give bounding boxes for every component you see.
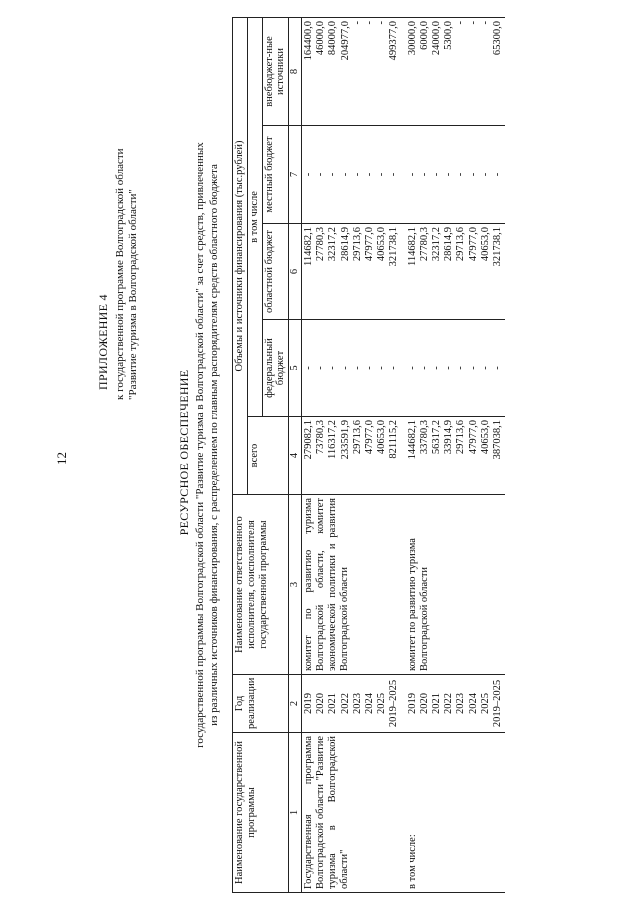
total-value: 387038,1: [491, 420, 503, 460]
regional-value: 29713,6: [351, 227, 363, 262]
federal-value: -: [406, 366, 418, 370]
document-subtitle: [194, 65, 222, 825]
table-row-group-committee: [406, 17, 506, 892]
extrabudget-value: 24000,0: [430, 20, 442, 56]
resource-table-wrapper: [232, 18, 505, 893]
regional-value: 40653,0: [479, 227, 491, 262]
federal-value: -: [315, 366, 327, 370]
regional-value: 114682,1: [303, 227, 315, 266]
header-program-name: Наименование государственной программы: [233, 733, 289, 893]
years-value: 2022: [339, 693, 351, 714]
federal-value: -: [430, 366, 442, 370]
years-value: 2019: [406, 693, 418, 714]
header-total: всего: [247, 417, 288, 495]
local-value: -: [327, 172, 339, 177]
column-number-7: 7: [289, 126, 302, 224]
extrabudget-value: -: [376, 20, 388, 25]
extrabudget-cell: [406, 17, 506, 125]
local-value: -: [303, 172, 315, 177]
federal-value: -: [479, 366, 491, 370]
regional-value: 28614,9: [339, 227, 351, 262]
extrabudget-value: -: [351, 20, 363, 25]
header-federal: федеральный бюджет: [262, 320, 289, 417]
extrabudget-value: -: [467, 20, 479, 25]
header-including: в том числе: [247, 17, 262, 416]
total-value: 40653,0: [376, 420, 388, 455]
federal-value: -: [339, 366, 351, 370]
extrabudget-value: 46000,0: [315, 20, 327, 56]
extrabudget-value: 84000,0: [327, 20, 339, 56]
column-number-3: 3: [289, 495, 302, 675]
local-value: -: [491, 172, 503, 177]
extrabudget-value: 65300,0: [491, 20, 503, 56]
regional-value: 114682,1: [406, 227, 418, 266]
federal-value: -: [418, 366, 430, 370]
federal-value: -: [455, 366, 467, 370]
federal-value: -: [351, 366, 363, 370]
header-executor: Наименование ответственного исполнителя, соисполнителя государственной программы: [233, 495, 289, 675]
federal-value: -: [364, 366, 375, 370]
extrabudget-cell: [302, 17, 402, 125]
extrabudget-value: 5300,0: [443, 20, 455, 50]
regional-cell: [406, 224, 506, 320]
years-value: 2020: [418, 693, 430, 714]
header-extrabudget: внебюджет-ные источники: [262, 17, 289, 125]
years-value: 2020: [315, 693, 327, 714]
years-value: 2023: [351, 693, 363, 714]
column-number-4: 4: [289, 417, 302, 495]
extrabudget-value: -: [479, 20, 491, 25]
extrabudget-value: 204977,0: [339, 20, 351, 61]
local-value: -: [418, 172, 430, 177]
total-value: 33914,9: [443, 420, 455, 455]
total-value: 73780,3: [315, 420, 327, 455]
federal-value: -: [443, 366, 455, 370]
federal-value: -: [376, 366, 388, 370]
appendix-reference-line2: "Развитие туризма в Волгоградской области": [127, 189, 140, 400]
executor-cell: комитет по развитию туризма Волгоградской области: [406, 495, 506, 675]
years-value: 2021: [327, 693, 339, 714]
total-value: 47977,0: [364, 420, 375, 455]
appendix-reference: [114, 70, 140, 400]
years-value: 2022: [443, 693, 455, 714]
years-value: 2019: [303, 693, 315, 714]
local-value: -: [406, 172, 418, 177]
total-value: 144682,1: [406, 420, 418, 460]
federal-value: -: [388, 366, 400, 370]
regional-cell: [302, 224, 402, 320]
document-title: РЕСУРСНОЕ ОБЕСПЕЧЕНИЕ: [177, 369, 191, 536]
total-value: 47977,0: [467, 420, 479, 455]
local-value: -: [430, 172, 442, 177]
table-row-group-program: [302, 17, 402, 892]
local-value: -: [364, 172, 375, 177]
years-value: 2025: [376, 693, 388, 714]
regional-value: 40653,0: [376, 227, 388, 262]
years-value: 2019–2025: [388, 679, 400, 728]
total-value: 29713,6: [455, 420, 467, 455]
total-value: 821115,2: [388, 420, 400, 459]
federal-value: -: [327, 366, 339, 370]
total-value: 233591,9: [339, 420, 351, 460]
header-regional: областной бюджет: [262, 224, 289, 320]
local-value: -: [388, 172, 400, 177]
regional-value: 27780,3: [418, 227, 430, 262]
extrabudget-value: 499377,0: [388, 20, 400, 61]
years-cell: [302, 675, 402, 733]
local-cell: [406, 126, 506, 224]
years-value: 2024: [364, 693, 375, 714]
federal-value: -: [467, 366, 479, 370]
resource-table: [232, 17, 505, 893]
local-value: -: [315, 172, 327, 177]
total-cell: [406, 417, 506, 495]
local-value: -: [376, 172, 388, 177]
program-name-cell: Государственная программа Волгоградской области "Развитие туризма в Волгоградской области": [302, 733, 402, 893]
page-number: 12: [54, 452, 69, 465]
regional-value: 29713,6: [455, 227, 467, 262]
federal-cell: [406, 320, 506, 417]
column-number-row: [289, 17, 302, 892]
executor-cell: комитет по развитию туризма Волгоградской области, комитет экономической политики и развития Волгоградской области: [302, 495, 402, 675]
header-year: Год реализации: [233, 675, 289, 733]
column-number-1: 1: [289, 733, 302, 893]
local-value: -: [351, 172, 363, 177]
federal-cell: [302, 320, 402, 417]
regional-value: 321738,1: [491, 227, 503, 267]
total-value: 116317,2: [327, 420, 339, 459]
total-value: 29713,6: [351, 420, 363, 455]
header-volumes: Объемы и источники финансирования (тыс.рублей): [233, 17, 248, 494]
federal-value: -: [303, 366, 315, 370]
document-subtitle-line1: государственной программы Волгоградской области "Развитие туризма в Волгоградской области" за счет средств, привлеченных: [194, 142, 206, 748]
years-cell: [406, 675, 506, 733]
total-value: 40653,0: [479, 420, 491, 455]
local-value: -: [479, 172, 491, 177]
years-value: 2019–2025: [491, 679, 503, 728]
regional-value: 32317,2: [430, 227, 442, 262]
local-value: -: [339, 172, 351, 177]
total-value: 56317,2: [430, 420, 442, 455]
total-cell: [302, 417, 402, 495]
column-number-2: 2: [289, 675, 302, 733]
document-subtitle-line2: из различных источников финансирования, с распределением по главным распорядителям средств областного бюджета: [207, 164, 220, 726]
extrabudget-value: 30000,0: [406, 20, 418, 56]
extrabudget-value: 6000,0: [418, 20, 430, 50]
regional-value: 47977,0: [467, 227, 479, 262]
extrabudget-value: -: [455, 20, 467, 25]
total-value: 33780,3: [418, 420, 430, 455]
local-value: -: [443, 172, 455, 177]
regional-value: 28614,9: [443, 227, 455, 262]
header-local: местный бюджет: [262, 126, 289, 224]
regional-value: 47977,0: [364, 227, 375, 262]
years-value: 2025: [479, 693, 491, 714]
local-value: -: [467, 172, 479, 177]
local-cell: [302, 126, 402, 224]
federal-value: -: [491, 366, 503, 370]
extrabudget-value: -: [364, 20, 375, 25]
regional-value: 32317,2: [327, 227, 339, 262]
column-number-8: 8: [289, 17, 302, 125]
years-value: 2024: [467, 693, 479, 714]
column-number-5: 5: [289, 320, 302, 417]
regional-value: 321738,1: [388, 227, 400, 267]
column-number-6: 6: [289, 224, 302, 320]
local-value: -: [455, 172, 467, 177]
appendix-reference-line1: к государственной программе Волгоградской области: [114, 148, 126, 400]
extrabudget-value: 164400,0: [303, 20, 315, 61]
years-value: 2021: [430, 693, 442, 714]
program-name-cell: в том числе:: [406, 733, 506, 893]
total-value: 279082,1: [303, 420, 315, 460]
regional-value: 27780,3: [315, 227, 327, 262]
appendix-title: ПРИЛОЖЕНИЕ 4: [96, 294, 110, 390]
years-value: 2023: [455, 693, 467, 714]
